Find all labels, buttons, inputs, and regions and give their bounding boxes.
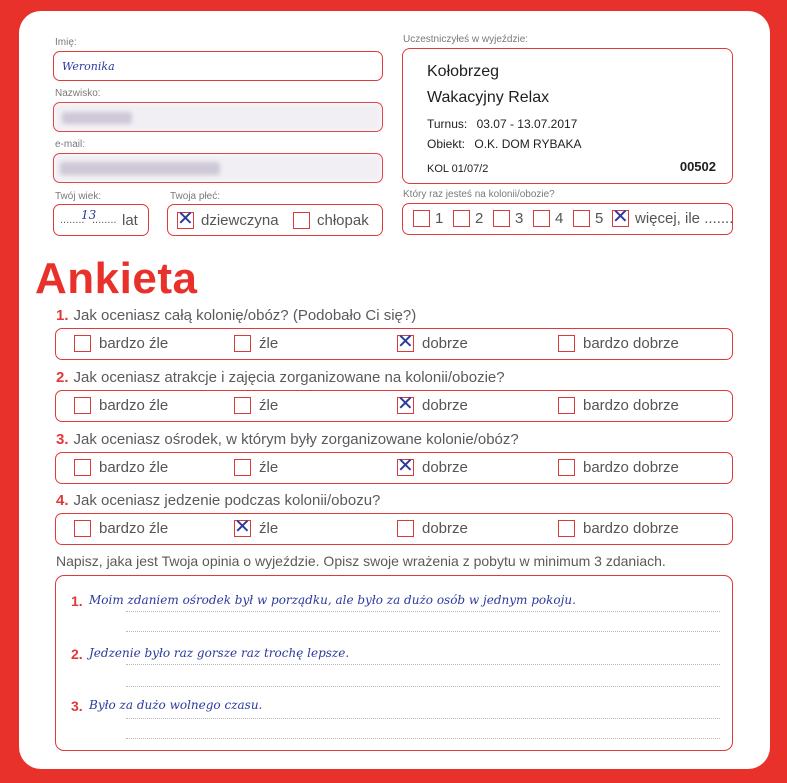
- checkbox-źle[interactable]: [234, 335, 251, 352]
- trip-info-box: [402, 48, 733, 184]
- option-label: bardzo źle: [99, 459, 169, 476]
- option-label: dobrze: [422, 520, 468, 537]
- option-label: źle: [259, 520, 279, 537]
- option-label: źle: [259, 397, 279, 414]
- plec-field: [167, 204, 383, 236]
- checkbox-dobrze[interactable]: [397, 520, 414, 537]
- option-label: bardzo dobrze: [583, 520, 679, 537]
- option-label: dobrze: [422, 459, 468, 476]
- checkbox-bardzo-źle[interactable]: [74, 397, 91, 414]
- times-checkbox-2[interactable]: [453, 210, 470, 227]
- opinion-answer-3: Było za dużo wolnego czasu.: [89, 698, 263, 712]
- times-option-4: 4: [555, 210, 564, 227]
- wiek-field[interactable]: [53, 204, 149, 236]
- option-label: źle: [259, 459, 279, 476]
- times-option-1: 1: [435, 210, 444, 227]
- trip-name: Wakacyjny Relax: [427, 89, 550, 106]
- ruled-line: [126, 631, 720, 632]
- imie-value: Weronika: [62, 60, 115, 73]
- option-label: bardzo źle: [99, 397, 169, 414]
- opinion-answer-2: Jedzenie było raz gorsze raz trochę lepsze.: [89, 646, 350, 660]
- times-option-2: 2: [475, 210, 484, 227]
- checkbox-bardzo-dobrze[interactable]: [558, 335, 575, 352]
- plec-label: Twoja płeć:: [170, 191, 221, 202]
- wiek-dots-right: ........: [92, 214, 117, 226]
- opinion-prompt: Napisz, jaka jest Twoja opinia o wyjeździe. Opisz swoje wrażenia z pobytu w minimum 3 zdaniach.: [56, 553, 666, 569]
- check-mark-icon: ✕: [397, 329, 414, 353]
- trip-label: Uczestniczyłeś w wyjeździe:: [403, 34, 529, 45]
- checkbox-dobrze[interactable]: [397, 329, 414, 353]
- opinion-num-2: 2.: [71, 646, 83, 662]
- trip-number: 00502: [679, 159, 716, 174]
- redaction-overlay: [54, 154, 382, 182]
- imie-label: Imię:: [55, 37, 77, 48]
- times-field: [402, 203, 733, 235]
- answer-row-2: [55, 390, 733, 422]
- option-label: bardzo źle: [99, 520, 169, 537]
- check-mark-icon: ✕: [612, 204, 629, 228]
- option-label: dobrze: [422, 335, 468, 352]
- wiek-unit: lat: [122, 212, 138, 229]
- checkbox-bardzo-dobrze[interactable]: [558, 520, 575, 537]
- times-option-3: 3: [515, 210, 524, 227]
- checkbox-źle[interactable]: [234, 397, 251, 414]
- wiek-label: Twój wiek:: [55, 191, 102, 202]
- checkbox-bardzo-źle[interactable]: [74, 335, 91, 352]
- question-number: 4.: [56, 492, 69, 509]
- nazwisko-label: Nazwisko:: [55, 88, 101, 99]
- option-label: źle: [259, 335, 279, 352]
- checkbox-dobrze[interactable]: [397, 391, 414, 415]
- check-mark-icon: ✕: [397, 391, 414, 415]
- ruled-line: [126, 738, 720, 739]
- option-label: bardzo źle: [99, 335, 169, 352]
- opinion-box[interactable]: [55, 575, 733, 751]
- times-checkbox-more[interactable]: [612, 204, 629, 228]
- ruled-line: [126, 664, 720, 665]
- question-text: Jak oceniasz całą kolonię/obóz? (Podobało Ci się?): [73, 307, 417, 324]
- option-label: dobrze: [422, 397, 468, 414]
- question-text: Jak oceniasz ośrodek, w którym były zorganizowane kolonie/obóz?: [73, 431, 519, 448]
- plec-option-dziewczyna: dziewczyna: [201, 212, 279, 229]
- answer-row-1: [55, 328, 733, 360]
- question-number: 3.: [56, 431, 69, 448]
- times-checkbox-4[interactable]: [533, 210, 550, 227]
- ruled-line: [126, 611, 720, 612]
- question-text: Jak oceniasz atrakcje i zajęcia zorganizowane na kolonii/obozie?: [73, 369, 505, 386]
- opinion-num-1: 1.: [71, 593, 83, 609]
- times-option-more: więcej, ile .......: [635, 210, 734, 227]
- imie-field[interactable]: [53, 51, 383, 81]
- redaction-overlay: [54, 103, 382, 131]
- times-checkbox-1[interactable]: [413, 210, 430, 227]
- plec-checkbox-chlopak[interactable]: [293, 212, 310, 229]
- checkbox-źle[interactable]: [234, 514, 251, 538]
- checkbox-bardzo-dobrze[interactable]: [558, 459, 575, 476]
- nazwisko-field[interactable]: [53, 102, 383, 132]
- question-number: 1.: [56, 307, 69, 324]
- trip-code: KOL 01/07/2: [427, 163, 489, 175]
- turnus-value: 03.07 - 13.07.2017: [476, 117, 578, 131]
- obiekt-label: Obiekt:: [427, 137, 466, 151]
- times-label: Który raz jesteś na kolonii/obozie?: [403, 189, 555, 200]
- email-field[interactable]: [53, 153, 383, 183]
- turnus-label: Turnus:: [427, 117, 468, 131]
- times-checkbox-5[interactable]: [573, 210, 590, 227]
- answer-row-4: [55, 513, 733, 545]
- checkbox-bardzo-dobrze[interactable]: [558, 397, 575, 414]
- question-number: 2.: [56, 369, 69, 386]
- option-label: bardzo dobrze: [583, 459, 679, 476]
- option-label: bardzo dobrze: [583, 335, 679, 352]
- page-title: Ankieta: [35, 254, 198, 303]
- times-option-5: 5: [595, 210, 604, 227]
- answer-row-3: [55, 452, 733, 484]
- wiek-dots-left: ........: [60, 214, 85, 226]
- checkbox-bardzo-źle[interactable]: [74, 459, 91, 476]
- check-mark-icon: ✕: [177, 206, 194, 230]
- trip-city: Kołobrzeg: [427, 63, 500, 80]
- check-mark-icon: ✕: [397, 453, 414, 477]
- checkbox-dobrze[interactable]: [397, 453, 414, 477]
- obiekt-value: O.K. DOM RYBAKA: [474, 137, 582, 151]
- wiek-value: 13: [81, 208, 97, 222]
- question-2: [56, 369, 505, 386]
- plec-checkbox-dziewczyna[interactable]: [177, 206, 194, 230]
- email-label: e-mail:: [55, 139, 86, 150]
- question-3: [56, 431, 519, 448]
- question-4: [56, 492, 380, 509]
- ruled-line: [126, 718, 720, 719]
- option-label: bardzo dobrze: [583, 397, 679, 414]
- plec-option-chlopak: chłopak: [317, 212, 369, 229]
- opinion-answer-1: Moim zdaniem ośrodek był w porządku, ale było za dużo osób w jednym pokoju.: [89, 593, 576, 607]
- checkbox-źle[interactable]: [234, 459, 251, 476]
- question-1: [56, 307, 416, 324]
- question-text: Jak oceniasz jedzenie podczas kolonii/obozu?: [73, 492, 381, 509]
- check-mark-icon: ✕: [234, 514, 251, 538]
- ruled-line: [126, 686, 720, 687]
- opinion-num-3: 3.: [71, 698, 83, 714]
- checkbox-bardzo-źle[interactable]: [74, 520, 91, 537]
- times-checkbox-3[interactable]: [493, 210, 510, 227]
